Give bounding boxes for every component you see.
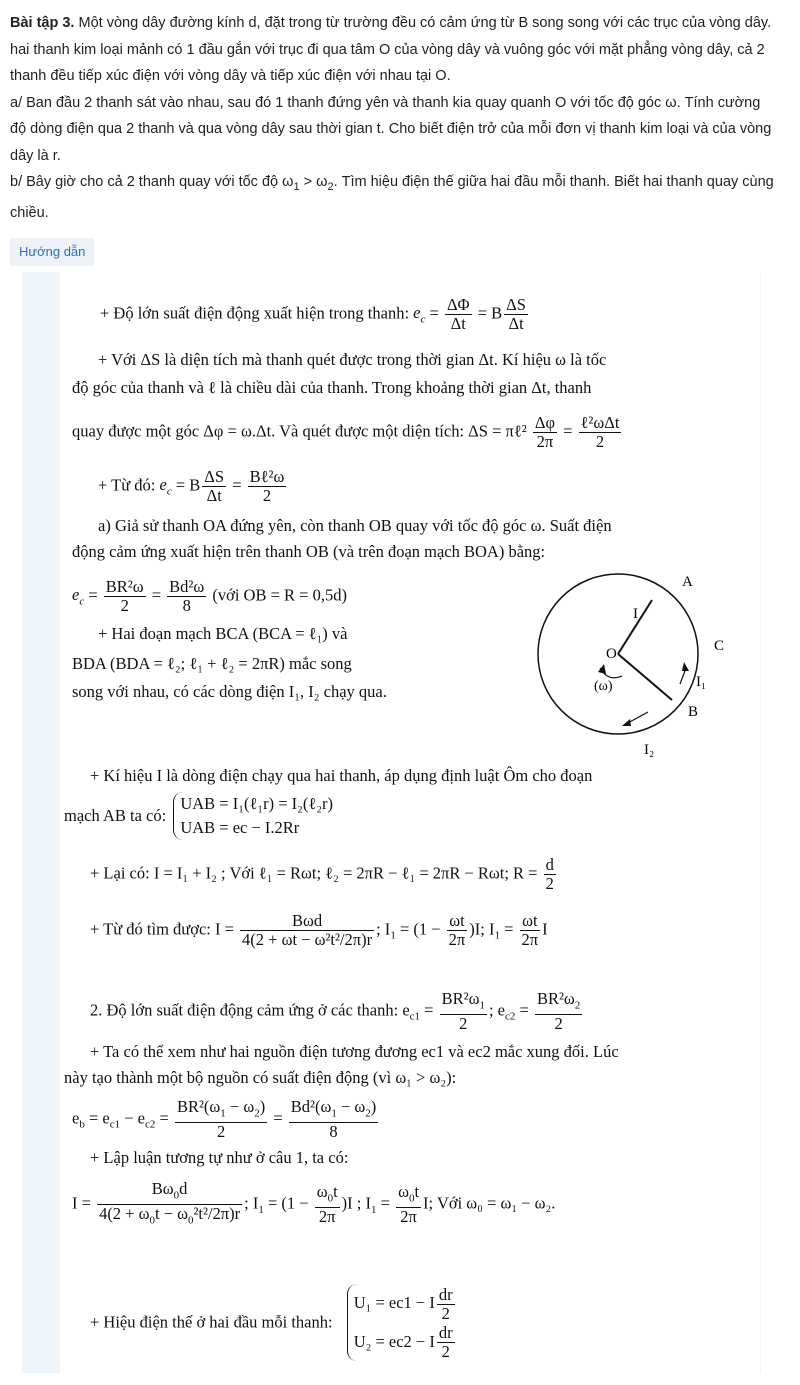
label-O: O <box>606 646 617 662</box>
sol-line-13: mạch AB ta có: UAB = I₁(ℓ₁r) = I₂(ℓ₂r) UAB = ec − I.2Rr <box>64 792 333 840</box>
sol-line-6: a) Giả sử thanh OA đứng yên, còn thanh OB quay với tốc độ góc ω. Suất điện <box>98 516 612 535</box>
problem-part-b: b/ Bây giờ cho cả 2 thanh quay với tốc độ $\omega_1 > \omega_2$. Tìm hiệu điện thế giữa hai đầu mỗi thanh. Biết hai thanh quay cùng chiều. <box>10 174 774 222</box>
sol-line-14: + Lại có: I = I₁ + I₂ ; Với ℓ₁ = Rωt; ℓ₂ = 2πR − ℓ₁ = 2πR − Rωt; R = $\frac{d}{2}$ <box>90 855 554 893</box>
sol-line-9: + Hai đoạn mạch BCA (BCA = ℓ₁) và <box>98 624 348 643</box>
label-omega: (ω) <box>594 679 613 694</box>
sol-line-15: + Từ đó tìm được: I = $\frac{\text{Bωd}}{\text{4(2 + ωt − ω²t²/2π)r}}$ ; $I_1 = (1$ − $\frac{\omega t}{2\pi}$ )I; $I_1$ = $\frac{\omega t}{2\pi}$ I <box>90 911 548 949</box>
label-A: A <box>682 574 693 590</box>
problem-part-a: a/ Ban đầu 2 thanh sát vào nhau, sau đó 1 thanh đứng yên và thanh kia quay quanh O với tốc độ góc ω. Tính cường độ dòng điện qua 2 thanh và qua vòng dây sau thời gian t. Cho biết điện trở của mỗi đơn vị thanh kim loại và của vòng dây là r. <box>10 94 772 164</box>
sol-line-1: + Độ lớn suất điện động xuất hiện trong thanh: $e_c$ = $\frac{\Delta\Phi}{\Delta t}$ = B $\frac{\Delta S}{\Delta t}$ <box>100 295 526 333</box>
sol-line-5: + Từ đó: $e_c = B$ $\frac{\Delta S}{\Delta t}$ = $\frac{\text{Bℓ²ω}}{2}$ <box>98 467 285 505</box>
solution-panel <box>22 272 761 1373</box>
sol-line-20: I = $\frac{B\omega_0d}{4(2 + \omega_0t - \omega_0^2t^2/2\pi)r}$ ; $I_1 = (1$ − $\frac{\omega_0t}{2\pi}$ )I ; $I_1$ = $\frac{\omega_0t}{2\pi}$ I; Với ω₀ = ω₁ − ω₂. <box>72 1179 556 1227</box>
sol-line-19: + Lập luận tương tự như ở câu 1, ta có: <box>90 1148 349 1167</box>
circuit-diagram <box>530 572 730 762</box>
label-I2: I₂ <box>644 742 655 758</box>
sol-line-8: $e_c$ = $\frac{\text{BR²ω}}{2}$ = $\frac{\text{Bd²ω}}{8}$ (với OB = R = 0,5d) <box>72 577 347 615</box>
label-C: C <box>714 638 725 654</box>
sol-line-17: + Ta có thể xem như hai nguồn điện tương đương ec1 và ec2 mắc xung đối. Lúc <box>90 1042 619 1061</box>
problem-label: Bài tập 3. <box>10 15 75 31</box>
label-B: B <box>688 704 699 720</box>
problem-intro: Bài tập 3. Một vòng dây đường kính d, đặt trong từ trường đều có cảm ứng từ B song song với các trục của vòng dây. hai thanh kim loại mảnh có 1 đầu gắn với trục đi qua tâm O của vòng dây và vuông góc với mặt phẳng vòng dây, cả 2 thanh đều tiếp xúc điện với vòng dây và tiếp xúc điện với nhau tại O. <box>10 15 772 84</box>
guide-toggle-button[interactable]: Hướng dẫn <box>10 238 94 266</box>
sol-line-10: BDA (BDA = ℓ₂; ℓ₁ + ℓ₂ = 2πR) mắc song <box>72 654 352 673</box>
sol-line-7: động cảm ứng xuất hiện trên thanh OB (và trên đoạn mạch BOA) bằng: <box>72 542 546 561</box>
solution-image <box>60 272 760 1373</box>
sol-line-3: độ góc của thanh và ℓ là chiều dài của thanh. Trong khoảng thời gian Δt, thanh <box>72 378 592 397</box>
label-I: I <box>633 606 638 622</box>
sol-line-18: này tạo thành một bộ nguồn có suất điện động (vì ω₁ > ω₂): <box>64 1068 457 1087</box>
problem-statement <box>10 10 780 227</box>
sol-line-16: 2. Độ lớn suất điện động cảm ứng ở các thanh: $e_{c1}$ = $\frac{BR^2\omega_1}{2}$ ; $e_{c2}$ = $\frac{BR^2\omega_2}{2}$ <box>90 989 581 1034</box>
sol-line-21: + Hiệu điện thế ở hai đầu mỗi thanh: U₁ = ec1 − I $\frac{dr}{2}$ U₂ = ec2 − I $\frac{dr}{2}$ <box>90 1284 457 1361</box>
sol-line-4: quay được một góc Δφ = ω.Δt. Và quét được một diện tích: ΔS = πℓ² $\frac{\Delta\varphi}{2\pi}$ = $\frac{\text{ℓ²ωΔt}}{2}$ <box>72 413 620 451</box>
sol-line-18b: $e_b = e_{c1} - e_{c2}$ = $\frac{BR^2(\omega_1 - \omega_2)}{2}$ = $\frac{Bd^2(\omega_1 - \omega_2)}{8}$ <box>72 1097 377 1142</box>
sol-line-12: + Kí hiệu I là dòng điện chạy qua hai thanh, áp dụng định luật Ôm cho đoạn <box>90 766 593 785</box>
label-I1: I₁ <box>696 674 707 690</box>
sol-line-11: song với nhau, có các dòng điện I₁, I₂ chạy qua. <box>72 682 387 701</box>
sol-line-2: + Với ΔS là diện tích mà thanh quét được trong thời gian Δt. Kí hiệu ω là tốc <box>98 350 607 369</box>
